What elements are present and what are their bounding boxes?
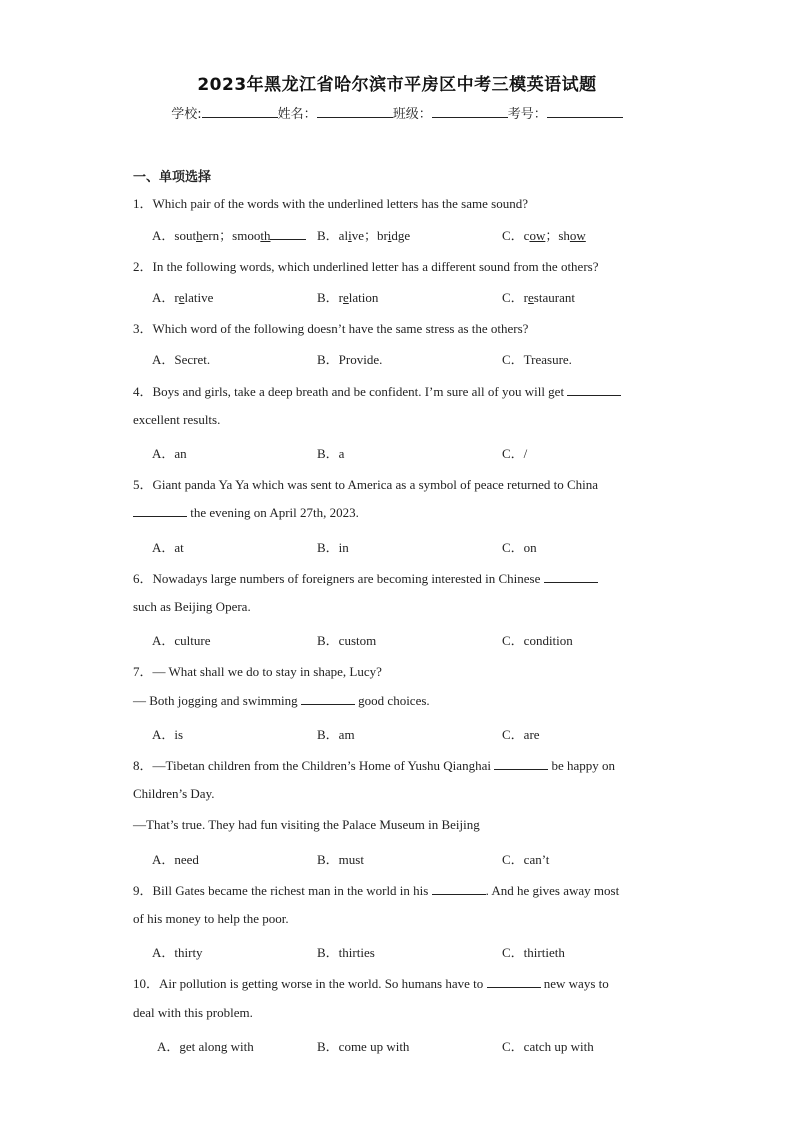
option-8a[interactable]: A．need [152,852,199,867]
number-field[interactable] [547,106,623,118]
answer-blank[interactable] [494,759,548,770]
option-9a[interactable]: A．thirty [152,945,203,960]
answer-blank[interactable] [301,694,355,705]
question-9-cont: of his money to help the poor. [133,911,289,926]
option-9c[interactable]: C．thirtieth [502,945,565,960]
option-7c[interactable]: C．are [502,727,540,742]
option-3b[interactable]: B．Provide. [317,352,383,367]
option-2b[interactable]: B．relation [317,290,379,305]
option-3a[interactable]: A．Secret. [152,352,211,367]
option-9b[interactable]: B．thirties [317,945,375,960]
option-5c[interactable]: C．on [502,540,537,555]
question-2: 2．In the following words, which underlined letter has a different sound from the others? [133,259,599,274]
question-4: 4．Boys and girls, take a deep breath and be confident. I’m sure all of you will get [133,381,621,400]
answer-blank[interactable] [432,884,486,895]
number-label: 考号： [507,107,547,122]
question-10: 10．Air pollution is getting worse in the world. So humans have to new ways to [133,976,609,991]
option-1c[interactable]: C．cow；show [502,228,586,243]
question-9: 9．Bill Gates became the richest man in the world in his . And he gives away most [133,883,620,898]
page-title: 2023年黑龙江省哈尔滨市平房区中考三模英语试题 [197,75,597,95]
school-field[interactable] [202,106,278,118]
option-3c[interactable]: C．Treasure. [502,352,572,367]
option-10a[interactable]: A．get along with [157,1039,254,1054]
question-6-cont: such as Beijing Opera. [133,599,251,614]
question-4-cont: excellent results. [133,412,221,427]
answer-blank[interactable] [487,977,541,988]
option-10b[interactable]: B．come up with [317,1039,410,1054]
option-2c[interactable]: C．restaurant [502,290,575,305]
answer-blank[interactable] [544,572,598,583]
question-7-cont: — Both jogging and swimming good choices. [133,693,430,708]
name-field[interactable] [317,106,393,118]
student-info-row [0,103,794,122]
question-7: 7．— What shall we do to stay in shape, Lucy? [133,664,382,679]
question-1: 1．Which pair of the words with the underlined letters has the same sound? [133,196,528,211]
question-5-cont: the evening on April 27th, 2023. [133,505,359,521]
question-10-cont: deal with this problem. [133,1005,253,1020]
option-5a[interactable]: A．at [152,540,184,555]
option-6a[interactable]: A．culture [152,633,211,648]
option-7b[interactable]: B．am [317,727,355,742]
question-5: 5．Giant panda Ya Ya which was sent to America as a symbol of peace returned to China [133,477,599,492]
question-3: 3．Which word of the following doesn’t have the same stress as the others? [133,321,529,336]
option-7a[interactable]: A．is [152,727,184,742]
class-label: 班级： [392,107,432,122]
question-8: 8．—Tibetan children from the Children’s Home of Yushu Qianghai be happy on [133,758,615,773]
option-6b[interactable]: B．custom [317,633,377,648]
option-1a[interactable]: A．southern；smooth [152,225,306,244]
option-8c[interactable]: C．can’t [502,852,550,867]
answer-blank[interactable] [133,506,187,517]
answer-blank[interactable] [567,385,621,396]
option-10c[interactable]: C．catch up with [502,1039,594,1054]
option-4b[interactable]: B．a [317,446,345,461]
option-4c[interactable]: C．/ [502,446,528,461]
option-1b[interactable]: B．alive；bridge [317,228,411,243]
option-2a[interactable]: A．relative [152,290,214,305]
option-5b[interactable]: B．in [317,540,349,555]
option-4a[interactable]: A．an [152,446,187,461]
class-field[interactable] [432,106,508,118]
question-6: 6．Nowadays large numbers of foreigners are becoming interested in Chinese [133,568,598,587]
option-6c[interactable]: C．condition [502,633,573,648]
section-title: 一、单项选择 [133,170,212,185]
name-label: 姓名： [277,107,317,122]
option-8b[interactable]: B．must [317,852,364,867]
question-8-cont: Children’s Day. [133,786,215,801]
question-8-reply: —That’s true. They had fun visiting the Palace Museum in Beijing [133,817,480,832]
school-label: 学校: [171,107,202,122]
